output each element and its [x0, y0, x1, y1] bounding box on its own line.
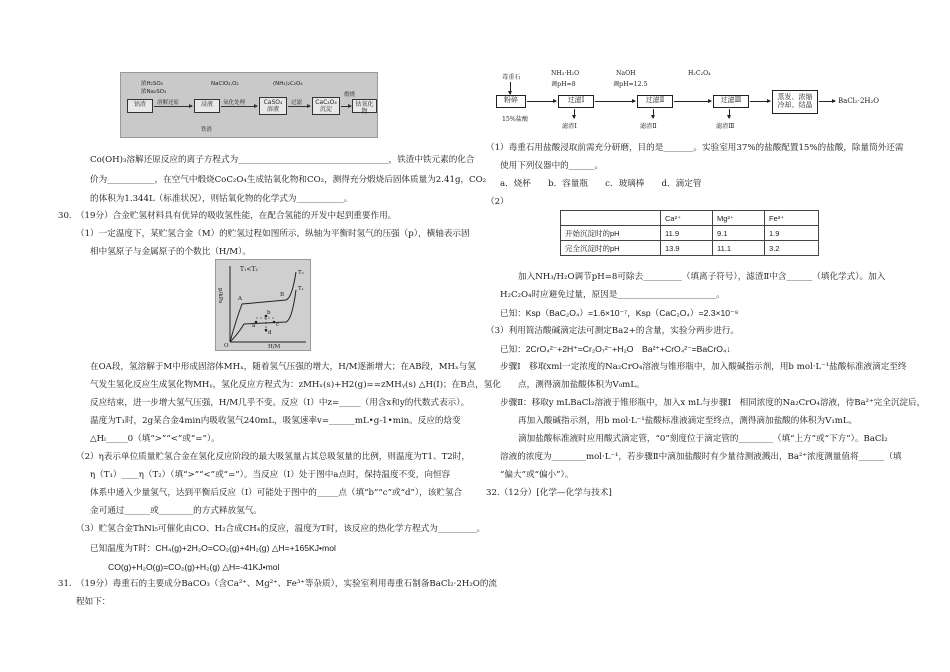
point-label: a — [252, 323, 256, 329]
table-row — [561, 241, 819, 256]
question-heading: 31. （19分）毒重石的主要成分BaCO₃（含Ca²⁺、Mg²⁺、Fe³⁺等杂质），实验室利用毒重石制备BaCl₂·2H₂O的流 — [58, 579, 498, 589]
process-arrow — [750, 101, 770, 102]
box-label: 钴渣 — [133, 101, 146, 108]
text-line: 价为___________，在空气中煅烧CoC₂O₄生成钴氧化物和CO₂，测得充分煅烧后固体质量为2.41g，CO₂ — [90, 175, 487, 185]
text-line: 程如下： — [76, 597, 111, 607]
point-d — [265, 329, 268, 332]
condition-label: 调pH=12.5 — [613, 81, 648, 88]
text-line: η（T₁）____η（T₂）（填“>”“<”或“=”）。当反应（Ⅰ）处于图中a点时，保持温度不变，向恒容 — [90, 470, 451, 480]
box-label: CaSO₄ 溶液 — [263, 99, 283, 113]
text-line: （2） — [486, 197, 509, 207]
reagent-label: NH₃·H₂O — [551, 70, 580, 77]
text-line: （1）一定温度下，某贮氢合金（M）的贮氢过程如图所示，纵轴为平衡时氢气的压强（p），横轴表示固 — [76, 229, 470, 239]
hydrogen-storage-graph — [215, 259, 311, 351]
text-line: 相中氢原子与金属原子的个数比（H/M）。 — [90, 247, 251, 257]
table-cell: 完全沉淀时的pH — [561, 241, 661, 256]
text-line: “偏大”或“偏小”）。 — [500, 470, 574, 480]
material-label: 毒重石 — [502, 74, 521, 81]
point-label: b — [267, 310, 271, 316]
text-line: 再加入酸碱指示剂，用b mol·L⁻¹盐酸标准液滴定至终点，测得滴加盐酸的体积为V₁mL。 — [518, 416, 858, 426]
reagent-label: H₂C₂O₄ — [688, 70, 711, 77]
process-box — [312, 97, 340, 115]
process-arrow — [221, 106, 257, 107]
point-c — [273, 321, 276, 324]
text-line: Co(OH)₃溶解还原反应的离子方程式为___________________________________，铁渣中铁元素的化合 — [90, 155, 475, 165]
text-line: 的体积为1.344L（标准状况），则钴氧化物的化学式为___________。 — [90, 194, 353, 204]
point-label: B — [280, 292, 285, 298]
process-arrow — [674, 101, 711, 102]
step-label: 溶解还原 — [157, 100, 180, 106]
residue-label: 滤渣Ⅰ — [562, 123, 577, 130]
text-line: 步骤Ⅰ 移取xml一定浓度的Na₂CrO₄溶液与锥形瓶中，加入酸碱指示剂，用b mol·L⁻¹盐酸标准液滴定至终 — [500, 362, 907, 372]
ksp-line: 已知：Ksp（BaC₂O₄）=1.6×10⁻⁷，Ksp（CaC₂O₄）=2.3×10⁻⁹ — [500, 308, 739, 318]
process-arrow — [510, 82, 511, 94]
process-box — [194, 99, 220, 113]
table-cell: 11.9 — [661, 226, 713, 241]
reagent-label: (NH₄)₂C₂O₄ — [273, 81, 303, 87]
box-label: 浸液 — [200, 101, 213, 108]
point-label: d — [268, 330, 272, 336]
text-line: △Hₗ_____0（填“>”“<”或“=”）。 — [90, 434, 220, 444]
process-box — [352, 99, 377, 113]
text-line: 点，测得滴加盐酸体积为V₀mL。 — [518, 380, 645, 390]
question-heading: 32.（12分）[化学—化学与技术] — [486, 488, 612, 498]
table-cell: 11.1 — [713, 241, 765, 256]
curve-t2 — [230, 272, 296, 342]
reagent-label: 浓Na₂SO₃ — [141, 89, 167, 95]
process-box — [772, 90, 818, 114]
text-line: 使用下列仪器中的______。 — [500, 161, 604, 171]
point-label: c — [276, 322, 280, 328]
acid-label: 15%盐酸 — [502, 116, 529, 123]
question-heading: 30. （19分）合金贮氢材料具有优异的吸收氢性能，在配合氢能的开发中起到重要作用。 — [58, 211, 397, 221]
box-label: 过滤Ⅲ — [720, 96, 742, 104]
box-label: 过滤Ⅱ — [645, 96, 665, 104]
process-arrow — [653, 109, 654, 118]
table-header-cell: Ca²⁺ — [661, 211, 713, 226]
box-label: 过滤Ⅰ — [567, 96, 585, 104]
process-arrow — [341, 106, 351, 107]
text-line: （3）贮氢合金ThNi₅可催化由CO、H₂合成CH₄的反应，温度为T时，该反应的热化学方程式为_________。 — [76, 524, 486, 534]
process-arrow — [574, 109, 575, 118]
text-line: H₂C₂O₄时应避免过量，原因是_______________________。 — [500, 290, 725, 300]
step-label: 氧化处理 — [223, 100, 246, 106]
residue-label: 滤渣Ⅲ — [716, 123, 735, 130]
text-line: 反应结束，进一步增大氢气压强，H/M几乎不变。反应（Ⅰ）中z=_____（用含x和y的代数式表示）。 — [90, 398, 470, 408]
text-line: 步骤Ⅱ：移取y mLBaCl₂溶液于锥形瓶中，加入x mL与步骤Ⅰ 相同浓度的Na₂CrO₄溶液，待Ba²⁺完全沉淀后， — [500, 398, 926, 408]
table-header-cell — [561, 211, 661, 226]
text-line: 金可通过______或________的方式释放氢气。 — [90, 506, 262, 516]
table-cell: 9.1 — [713, 226, 765, 241]
curve-label: T₂ — [298, 270, 304, 276]
table-cell: 13.9 — [661, 241, 713, 256]
x-axis-label: H/M — [268, 344, 281, 350]
point-label: A — [238, 296, 242, 302]
table-row — [561, 226, 819, 241]
process-arrow — [729, 109, 730, 118]
product-label: BaCl₂·2H₂O — [838, 97, 880, 105]
y-axis-label: p/kPa — [217, 288, 223, 304]
reagent-label: NaClO₃,O₂ — [211, 81, 239, 87]
process-arrow — [819, 101, 835, 102]
precipitation-ph-table — [560, 210, 819, 256]
options-line: a．烧杯 b．容量瓶 c．玻璃棒 d．滴定管 — [500, 179, 702, 189]
process-arrow — [527, 101, 556, 102]
table-header-cell: Mg²⁺ — [713, 211, 765, 226]
reagent-label: 浓H₂SO₄ — [141, 81, 163, 87]
legend-label: T₁<T₂ — [240, 266, 258, 273]
equation-line: 已知：2CrO₄²⁻+2H⁺=Cr₂O₇²⁻+H₂O Ba²⁺+CrO₄²⁻=BaCrO₄↓ — [500, 344, 731, 354]
equation-line: CO(g)+H₂O(g)=CO₂(g)+H₂(g) △H=-41KJ•mol — [108, 562, 280, 572]
graph-svg — [216, 260, 311, 351]
text-line: 滴加盐酸标准液时应用酸式滴定管，“0”刻度位于滴定管的________（填“上方”或“下方”）。BaCl₂ — [518, 434, 888, 444]
process-box — [558, 95, 594, 108]
cobalt-process-diagram — [120, 72, 378, 138]
box-label: 钴氧化物 — [355, 101, 374, 115]
box-label: CaC₂O₄ 沉淀 — [315, 99, 337, 113]
process-box — [259, 97, 287, 115]
step-label: 煅烧 — [344, 92, 356, 98]
text-line: 溶液的浓度为________mol·L⁻¹，若步骤Ⅱ中滴加盐酸时有少量待测液溅出，Ba²⁺浓度测量值将______（填 — [500, 452, 902, 462]
process-box — [496, 95, 526, 108]
residue-label: 铁渣 — [201, 127, 213, 133]
table-cell: 1.9 — [765, 226, 819, 241]
text-line: 加入NH₃/H₂O调节pH=8可除去_________（填离子符号），滤渣Ⅱ中含______（填化学式）。加入 — [518, 272, 886, 282]
table-cell: 3.2 — [765, 241, 819, 256]
barium-process-flowchart — [488, 66, 908, 136]
equation-line: 已知温度为T时：CH₄(g)+2H₂O=CO₂(g)+4H₂(g) △H=+165KJ•mol — [90, 543, 336, 553]
table-cell: 开始沉淀时的pH — [561, 226, 661, 241]
text-line: 温度为T₁时，2g某合金4min内吸收氢气240mL，吸氢速率v=______mL•g-1•min。反应的焓变 — [90, 416, 461, 426]
text-line: （3）利用简洁酸碱滴定法可测定Ba2+的含量，实验分两步进行。 — [486, 326, 740, 336]
residue-label: 滤渣Ⅱ — [640, 123, 657, 130]
process-box — [713, 95, 749, 108]
step-label: 过滤 — [291, 100, 303, 106]
text-line: （2）η表示单位质量贮氢合金在氢化反应阶段的最大吸氢量占其总吸氢量的比例，则温度为T1、T2时， — [76, 452, 470, 462]
origin-label: O — [224, 343, 229, 349]
box-label: 蒸发、浓缩 冷却、结晶 — [777, 93, 813, 110]
process-box — [637, 95, 673, 108]
text-line: 在OA段，氢溶解于M中形成固溶体MHₓ，随着氢气压强的增大，H/M逐渐增大；在AB段，MHₓ与氢 — [90, 362, 476, 372]
curve-label: T₁ — [298, 286, 304, 292]
process-box — [127, 99, 153, 113]
text-line: （1）毒重石用盐酸浸取前需充分研磨，目的是_______。实验室用37%的盐酸配置15%的盐酸，除量筒外还需 — [486, 143, 904, 153]
table-header-cell: Fe³⁺ — [765, 211, 819, 226]
text-line: 气发生氢化反应生成氢化物MHᵧ，氢化反应方程式为：zMHₓ(s)+H2(g)==zMHᵧ(s) △H(Ⅰ)；在B点，氢化 — [90, 380, 501, 390]
process-arrow — [154, 106, 192, 107]
box-label: 粉碎 — [504, 96, 518, 104]
process-arrow — [595, 101, 635, 102]
reagent-label: NaOH — [616, 70, 636, 77]
condition-label: 调pH=8 — [551, 81, 576, 88]
text-line: 体系中通入少量氢气，达到平衡后反应（Ⅰ）可能处于图中的_____点（填“b”“c”或“d”），该贮氢合 — [90, 488, 463, 498]
process-arrow — [288, 106, 310, 107]
table-header-row — [561, 211, 819, 226]
